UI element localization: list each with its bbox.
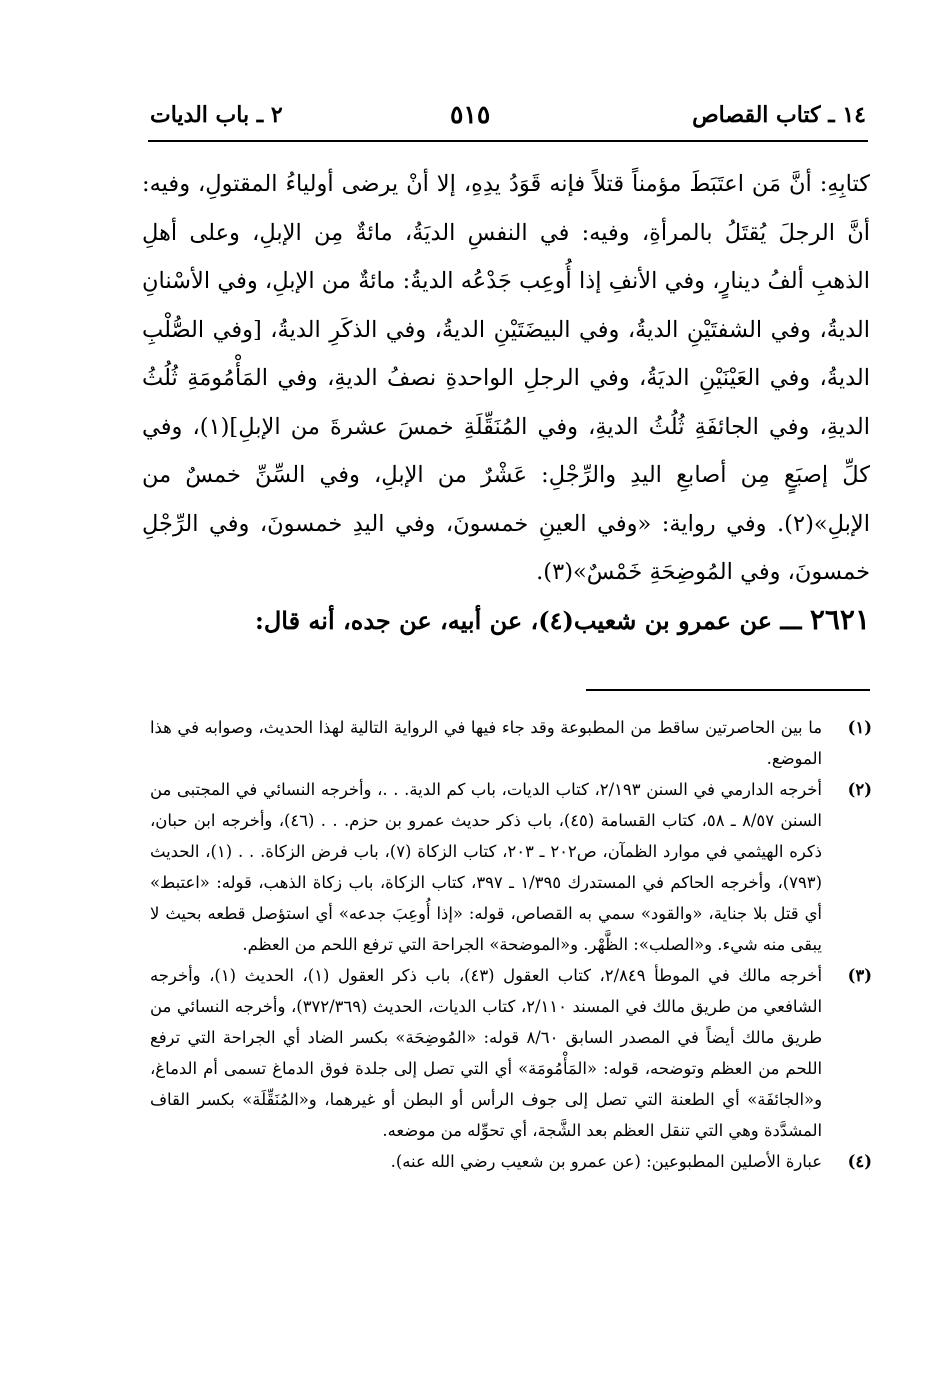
hadith-heading [142,598,870,643]
footnotes [150,712,872,1177]
running-header [150,100,866,136]
main-text [142,160,870,597]
footnote-1 [150,712,872,774]
hadith-number: ٢٦٢١ [809,603,870,636]
footnote-text: عبارة الأصلين المطبوعين: (عن عمرو بن شعيب رضي الله عنه). [390,1152,822,1171]
footnote-number: (٣) [847,966,872,985]
chapter-title: ١٤ ـ كتاب القصاص [692,102,866,128]
footnote-separator [586,689,870,691]
footnote-3 [150,960,872,1146]
header-rule [148,140,868,142]
footnote-text: أخرجه مالك في الموطأ ٢/٨٤٩، كتاب العقول (٤٣)، باب ذكر العقول (١)، الحديث (١)، وأخرجه الشافعي من طريق مالك في المسند ٢/١١٠، كتاب الديات، الحديث (٣٧٢/٣٦٩)، وأخرجه النسائي من طريق مالك أيضاً في المصدر السابق ٨/٦٠ قوله: «المُوضِحَة» بكسر الضاد أي الجراحة التي ترفع اللحم من العظم وتوضحه، قوله: «المَأْمُومَة» أي التي تصل إلى جلدة فوق الدماغ تسمى أم الدماغ، و«الجائفَة» أي الطعنة التي تصل إلى جوف الرأس أو البطن أو غيرهما، و«المُنَقِّلَة» بكسر القاف المشدَّدة وهي التي تنقل العظم بعد الشَّجة، أي تحوِّله من موضعه. [150,966,822,1140]
page-number: ٥١٥ [450,100,491,129]
footnote-text: ما بين الحاصرتين ساقط من المطبوعة وقد جاء فيها في الرواية التالية لهذا الحديث، وصوابه في هذا الموضع. [150,718,822,768]
footnote-number: (٢) [847,780,872,799]
footnote-number: (١) [847,718,872,737]
footnote-2 [150,774,872,960]
footnote-4 [150,1146,872,1177]
footnote-number: (٤) [847,1152,872,1171]
footnote-text: أخرجه الدارمي في السنن ٢/١٩٣، كتاب الديات، باب كم الدية. . .، وأخرجه النسائي في المجتبى من السنن ٨/٥٧ ـ ٥٨، كتاب القسامة (٤٥)، باب ذكر حديث عمرو بن حزم. . . (٤٦)، وأخرجه ابن حبان، ذكره الهيثمي في موارد الظمآن، ص٢٠٢ ـ ٢٠٣، كتاب الزكاة (٧)، باب فرض الزكاة. . . (١)، الحديث (٧٩٣)، وأخرجه الحاكم في المستدرك ١/٣٩٥ ـ ٣٩٧، كتاب الزكاة، باب زكاة الذهب، قوله: «اعتبط» أي قتل بلا جناية، «والقود» سمي به القصاص، قوله: «إذا أُوعِبَ جدعه» أي استؤصل قطعه بحيث لا يبقى منه شيء. و«الصلب»: الظَّهْر. و«الموضحة» الجراحة التي ترفع اللحم من العظم. [150,780,822,954]
section-title: ٢ ـ باب الديات [150,102,283,128]
hadith-text: ـــ عن عمرو بن شعيب(٤)، عن أبيه، عن جده، أنه قال: [254,606,802,635]
body-paragraph: كتابِهِ: أنَّ مَن اعتَبَطَ مؤمناً قتلاً فإنه قَوَدُ يدِهِ، إلا أنْ يرضى أولياءُ المقتولِ، وفيه: أنَّ الرجلَ يُقتَلُ بالمرأةِ، وفيه: في النفسِ الديَةُ، مائةٌ مِن الإبلِ، وعلى أهلِ الذهبِ ألفُ دينارٍ، وفي الأنفِ إذا أُوعِب جَدْعُه الديةُ: مائةٌ من الإبلِ، وفي الأسْنانِ الديةُ، وفي الشفتَيْنِ الديةُ، وفي البيضَتَيْنِ الديةُ، وفي الذكَرِ الديةُ، [وفي الصُّلْبِ الديةُ، وفي العَيْنَيْنِ الديَةُ، وفي الرجلِ الواحدةِ نصفُ الديةِ، وفي المَأْمُومَةِ ثُلُثُ الديةِ، وفي الجائفَةِ ثُلُثُ الديةِ، وفي المُنَقِّلَةِ خمسَ عشرةَ من الإبلِ](١)، وفي كلِّ إصبَعٍ مِن أصابعِ اليدِ والرِّجْلِ: عَشْرٌ من الإبلِ، وفي السِّنِّ خمسٌ من الإبلِ»(٢). وفي رواية: «وفي العينِ خمسونَ، وفي اليدِ خمسونَ، وفي الرِّجْلِ خمسونَ، وفي المُوضِحَةِ خَمْسٌ»(٣). [142,171,870,585]
